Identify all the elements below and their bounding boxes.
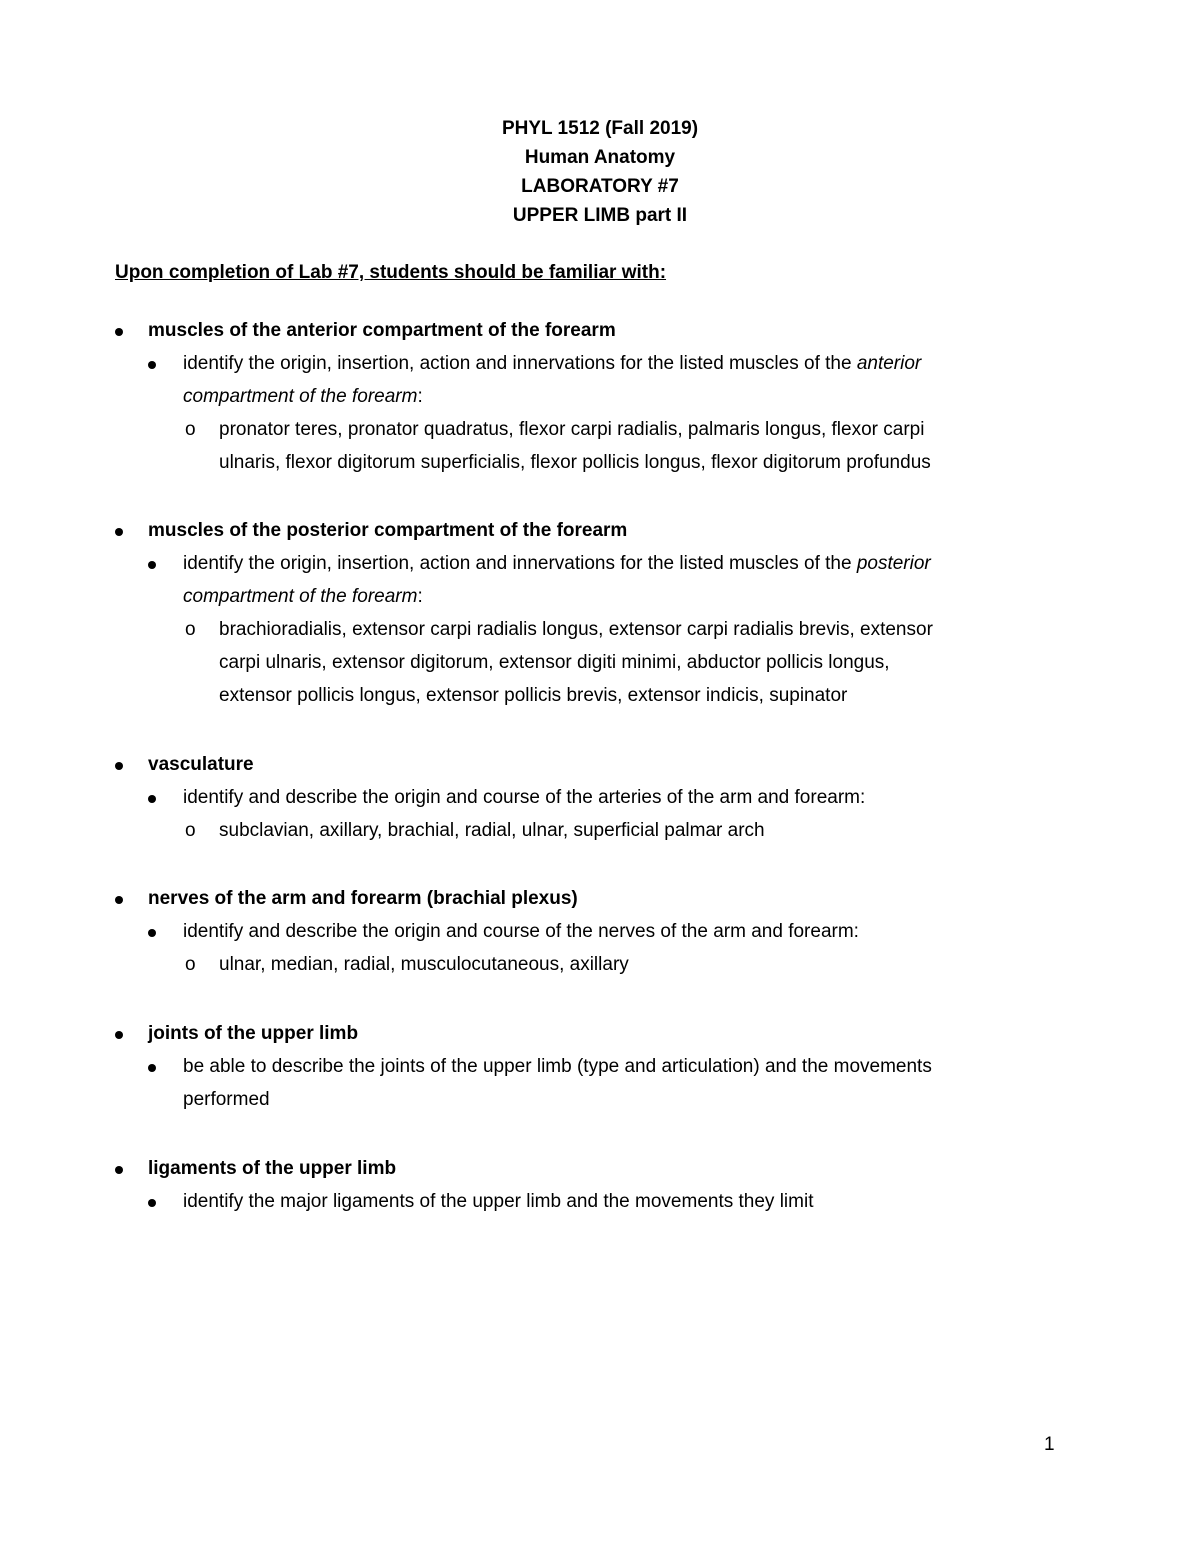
- bullet-icon: [115, 314, 123, 347]
- section-vasculature: [115, 748, 1075, 847]
- section-subitem: identify the origin, insertion, action and innervations for the listed muscles of the posterior: [115, 547, 1075, 580]
- section-title: muscles of the anterior compartment of the forearm: [115, 314, 1075, 347]
- muscle-list-continued: extensor pollicis longus, extensor pollicis brevis, extensor indicis, supinator: [219, 685, 848, 706]
- bullet-icon: [148, 347, 156, 380]
- muscle-list-continued: ulnaris, flexor digitorum superficialis, flexor pollicis longus, flexor digitorum profundus: [219, 452, 931, 473]
- document-header: [0, 114, 1200, 230]
- circle-bullet-icon: o: [185, 419, 196, 440]
- section-subitem: identify and describe the origin and course of the nerves of the arm and forearm:: [115, 915, 1075, 948]
- bullet-icon: [115, 882, 123, 915]
- section-title: joints of the upper limb: [115, 1017, 1075, 1050]
- section-title: ligaments of the upper limb: [115, 1152, 1075, 1185]
- section-subitem: identify and describe the origin and course of the arteries of the arm and forearm:: [115, 781, 1075, 814]
- artery-list: o subclavian, axillary, brachial, radial, ulnar, superficial palmar arch: [115, 814, 1075, 847]
- section-anterior-forearm: [115, 314, 1075, 479]
- circle-bullet-icon: o: [185, 619, 196, 640]
- section-ligaments: [115, 1152, 1075, 1218]
- bullet-icon: [148, 547, 156, 580]
- bullet-icon: [115, 514, 123, 547]
- circle-bullet-icon: o: [185, 820, 196, 841]
- section-posterior-forearm: [115, 514, 1075, 712]
- section-subitem-continued: performed: [183, 1089, 270, 1110]
- muscle-list-continued: carpi ulnaris, extensor digitorum, extensor digiti minimi, abductor pollicis longus,: [219, 652, 890, 673]
- intro-heading: Upon completion of Lab #7, students should be familiar with:: [115, 262, 667, 283]
- subject-title: Human Anatomy: [524, 147, 676, 168]
- bullet-icon: [148, 1050, 156, 1083]
- section-title: vasculature: [115, 748, 1075, 781]
- topic-title: UPPER LIMB part II: [512, 205, 688, 226]
- nerve-list: o ulnar, median, radial, musculocutaneous, axillary: [115, 948, 1075, 981]
- section-subitem: be able to describe the joints of the upper limb (type and articulation) and the movements: [115, 1050, 1075, 1083]
- section-title: muscles of the posterior compartment of the forearm: [115, 514, 1075, 547]
- lab-title: LABORATORY #7: [521, 176, 679, 197]
- section-subitem-continued: compartment of the forearm:: [183, 586, 423, 607]
- muscle-list: o pronator teres, pronator quadratus, flexor carpi radialis, palmaris longus, flexor carpi: [115, 413, 1075, 446]
- bullet-icon: [115, 1152, 123, 1185]
- bullet-icon: [148, 1185, 156, 1218]
- section-subitem: identify the origin, insertion, action and innervations for the listed muscles of the anterior: [115, 347, 1075, 380]
- section-subitem-continued: compartment of the forearm:: [183, 386, 423, 407]
- bullet-icon: [115, 748, 123, 781]
- bullet-icon: [115, 1017, 123, 1050]
- section-joints: [115, 1017, 1075, 1116]
- section-subitem: identify the major ligaments of the upper limb and the movements they limit: [115, 1185, 1075, 1218]
- bullet-icon: [148, 781, 156, 814]
- section-nerves: [115, 882, 1075, 981]
- bullet-icon: [148, 915, 156, 948]
- course-title: PHYL 1512 (Fall 2019): [501, 118, 699, 139]
- muscle-list: o brachioradialis, extensor carpi radialis longus, extensor carpi radialis brevis, extensor: [115, 613, 1075, 646]
- circle-bullet-icon: o: [185, 954, 196, 975]
- page-number: 1: [1044, 1434, 1055, 1455]
- section-title: nerves of the arm and forearm (brachial plexus): [115, 882, 1075, 915]
